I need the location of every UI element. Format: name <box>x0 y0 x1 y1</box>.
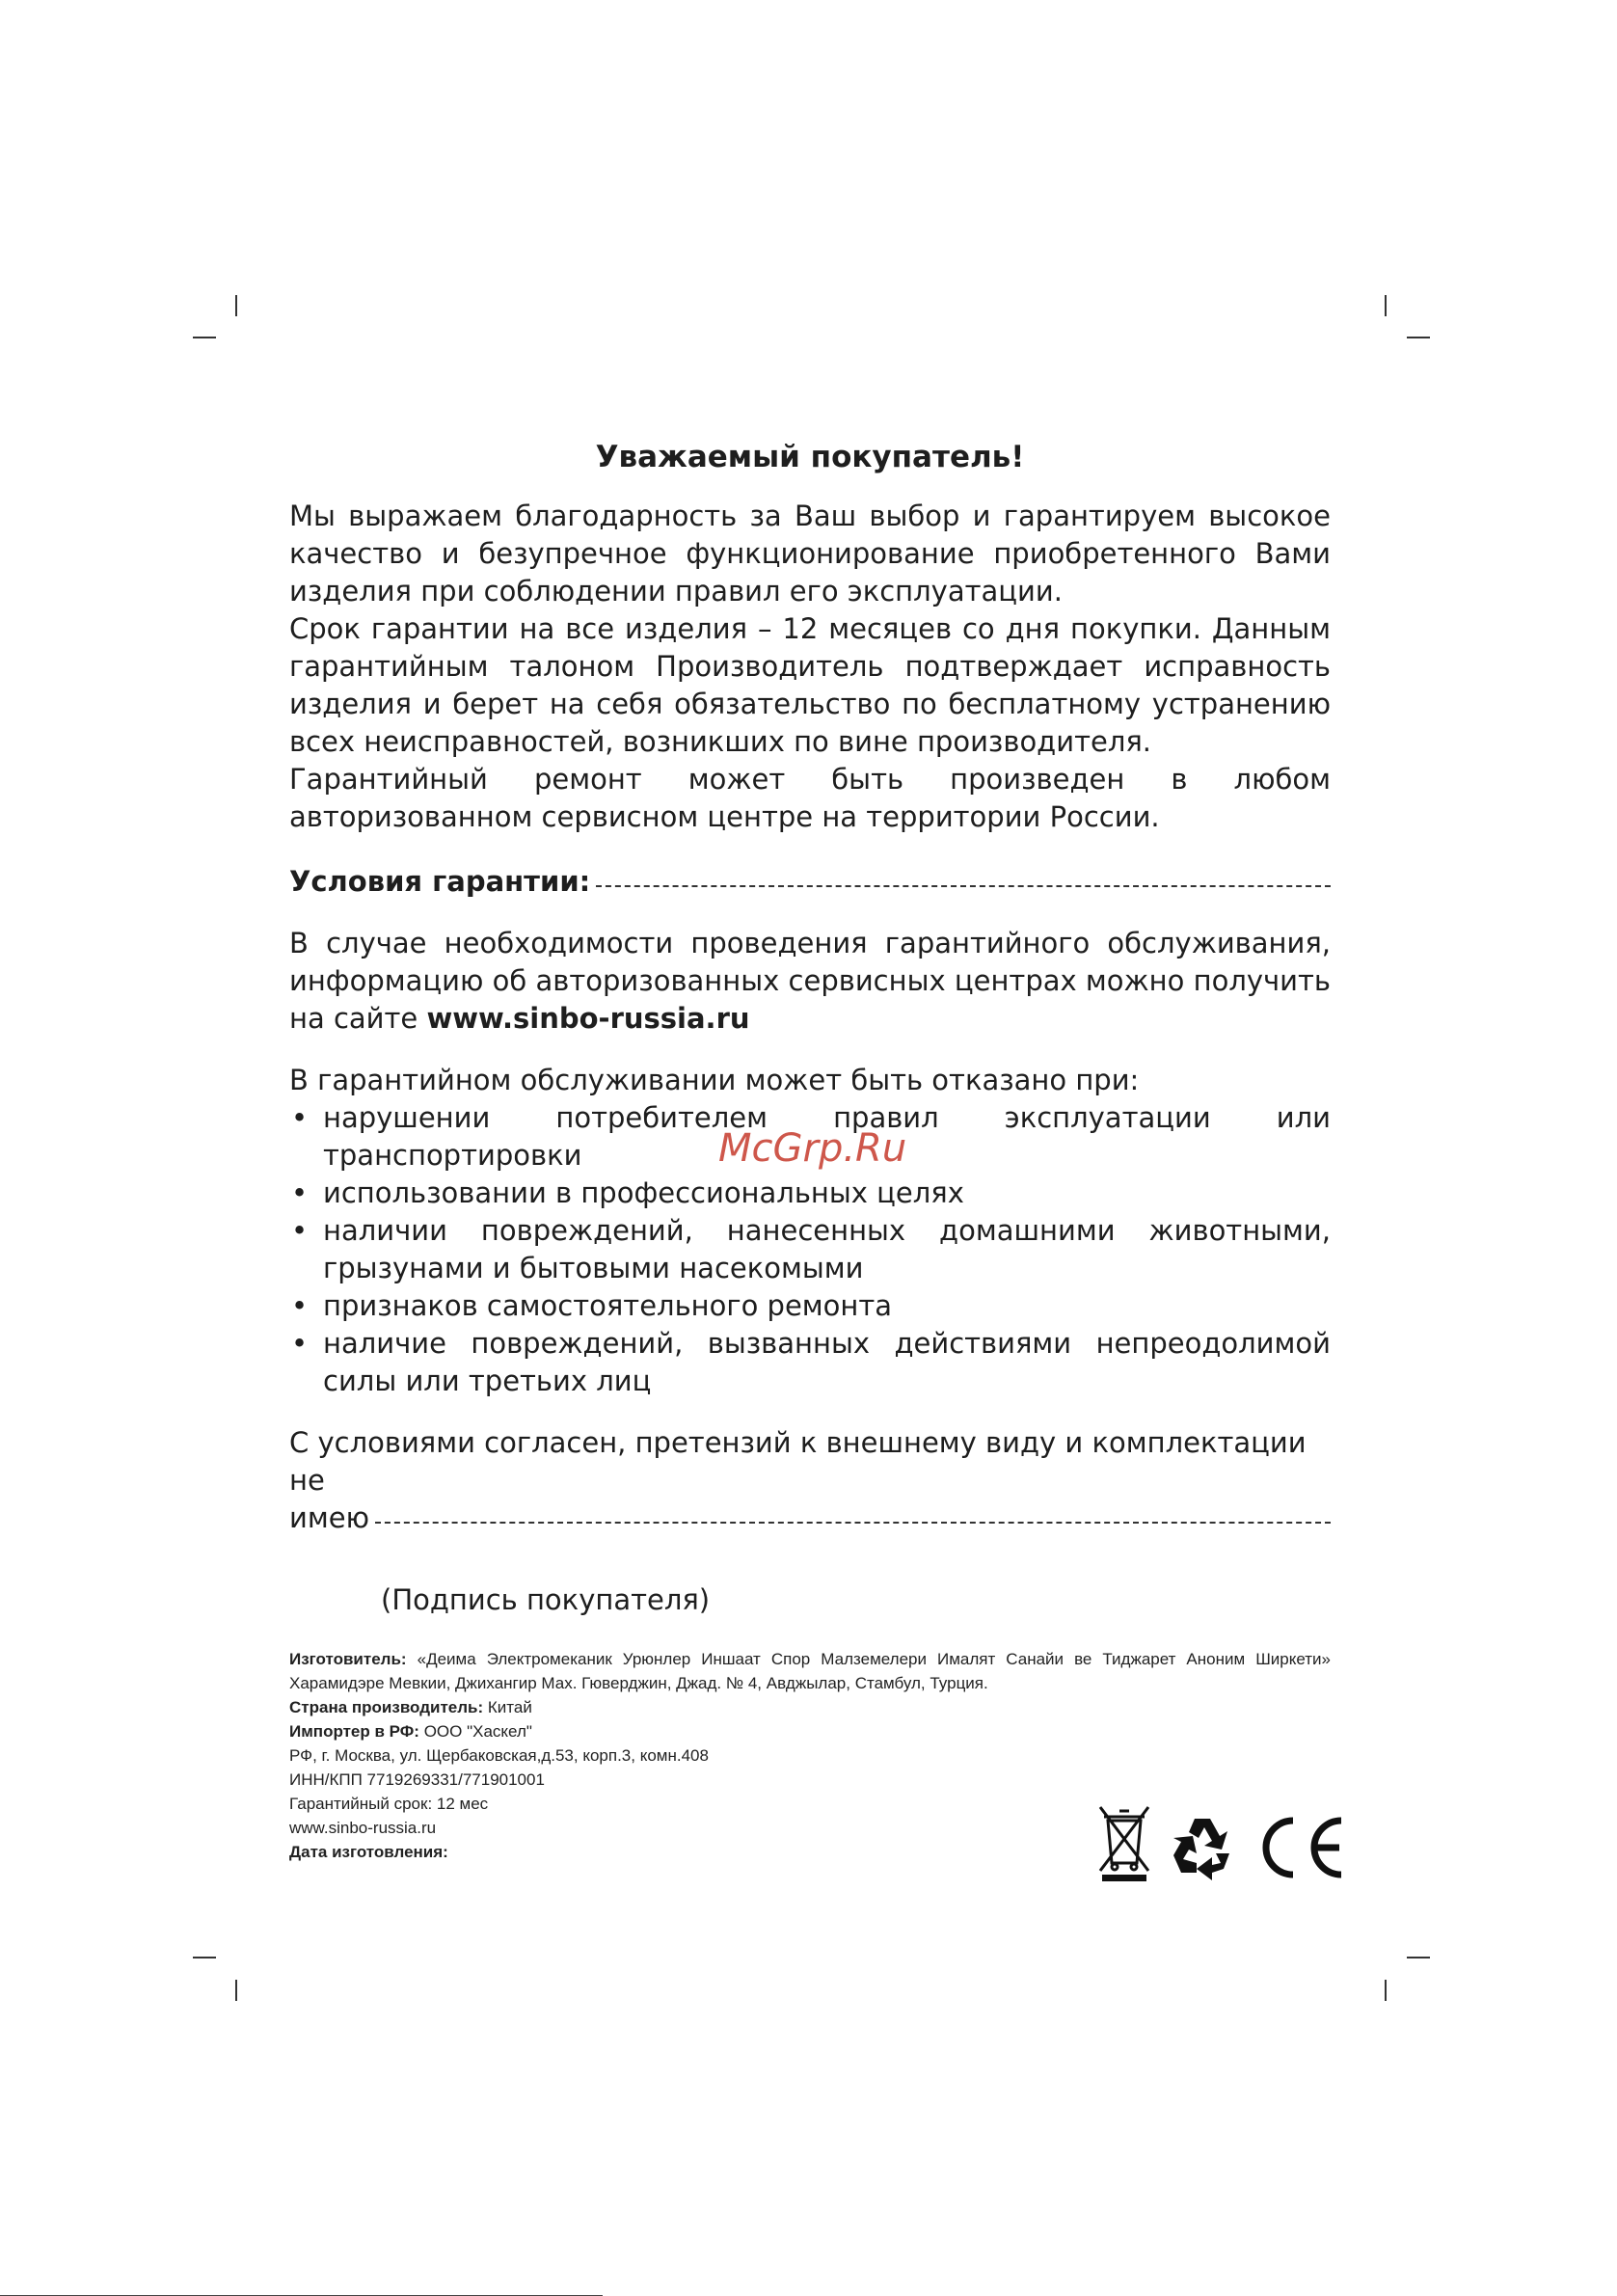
manufacturer-label: Изготовитель: <box>289 1650 407 1668</box>
agreement-line-2: имею <box>289 1501 369 1534</box>
ce-mark-icon <box>1251 1813 1347 1882</box>
list-item: • признаков самостоятельного ремонта <box>289 1287 1331 1325</box>
dashed-fill-line <box>596 885 1331 887</box>
footer-site: www.sinbo-russia.ru <box>289 1819 437 1837</box>
page-title: Уважаемый покупатель! <box>595 440 1025 474</box>
manufacturer-info <box>289 1647 1331 1695</box>
importer-address: РФ, г. Москва, ул. Щербаковская,д.53, корп.3, комн.408 <box>289 1746 709 1765</box>
list-item: • нарушении потребителем правил эксплуатации или транспортировки <box>289 1099 1331 1175</box>
crop-mark <box>193 1957 216 1958</box>
service-site-link[interactable]: www.sinbo-russia.ru <box>426 1002 750 1035</box>
signature-label: (Подпись покупателя) <box>381 1583 711 1616</box>
list-item: • наличие повреждений, вызванных действиями непреодолимой силы или третьих лиц <box>289 1325 1331 1400</box>
warranty-term: Гарантийный срок: 12 мес <box>289 1795 489 1813</box>
country-label: Страна производитель: <box>289 1698 484 1716</box>
conditions-heading-row <box>289 863 1331 901</box>
watermark: McGrp.Ru <box>718 1126 907 1171</box>
agreement-line-2-row <box>289 1499 1331 1537</box>
manufacturer-text: «Деима Электромеканик Урюнлер Иншаат Спор Малземелери Ималят Санайи ве Тиджарет Аноним Ширкети» Харамидэре Мевкии, Джихангир Мах. Гюверджин, Джад. № 4, Авджылар, Стамбул, Турция. <box>289 1650 1331 1692</box>
refusal-section <box>289 1062 1331 1400</box>
importer-value: ООО "Хаскел" <box>423 1722 532 1741</box>
recycle-icon <box>1168 1813 1237 1882</box>
country-row <box>289 1695 1331 1719</box>
agreement-section <box>289 1424 1331 1619</box>
signature-dashed-line <box>375 1522 1331 1524</box>
crop-mark <box>1385 1980 1387 2001</box>
crop-mark <box>235 1980 237 2001</box>
intro-paragraph-term: Срок гарантии на все изделия – 12 месяцев со дня покупки. Данным гарантийным талоном Производитель подтверждает исправность изделия и берет на себя обязательство по бесплатному устранению всех неисправностей, возникших по вине производителя. <box>289 612 1331 758</box>
service-info-paragraph <box>289 925 1331 1038</box>
intro-paragraph-thanks: Мы выражаем благодарность за Ваш выбор и гарантируем высокое качество и безупречное функционирование приобретенного Вами изделия при соблюдении правил его эксплуатации. <box>289 500 1331 608</box>
agreement-line-1: С условиями согласен, претензий к внешнему виду и комплектации не <box>289 1426 1307 1497</box>
list-item: • наличии повреждений, нанесенных домашними животными, грызунами и бытовыми насекомыми <box>289 1212 1331 1287</box>
crop-mark <box>1407 1957 1430 1958</box>
crop-mark <box>1407 337 1430 338</box>
weee-bin-icon <box>1094 1803 1154 1882</box>
service-info-text: В случае необходимости проведения гарантийного обслуживания, информацию об авторизованных сервисных центрах можно получить на сайте <box>289 927 1331 1035</box>
importer-row <box>289 1719 1331 1743</box>
importer-label: Импортер в РФ: <box>289 1722 419 1741</box>
warranty-card <box>289 439 1331 1619</box>
manufacture-date-label: Дата изготовления: <box>289 1843 448 1861</box>
conditions-heading: Условия гарантии: <box>289 865 591 898</box>
list-item: • использовании в профессиональных целях <box>289 1175 1331 1212</box>
refusal-intro: В гарантийном обслуживании может быть отказано при: <box>289 1064 1140 1096</box>
crop-mark <box>1385 295 1387 316</box>
crop-mark <box>235 295 237 316</box>
crop-mark <box>193 337 216 338</box>
intro-paragraph-service: Гарантийный ремонт может быть произведен в любом авторизованном сервисном центре на территории России. <box>289 763 1331 833</box>
certification-marks <box>1094 1803 1347 1882</box>
country-value: Китай <box>487 1698 532 1716</box>
inn-row: ИНН/КПП 7719269331/771901001 <box>289 1770 545 1789</box>
